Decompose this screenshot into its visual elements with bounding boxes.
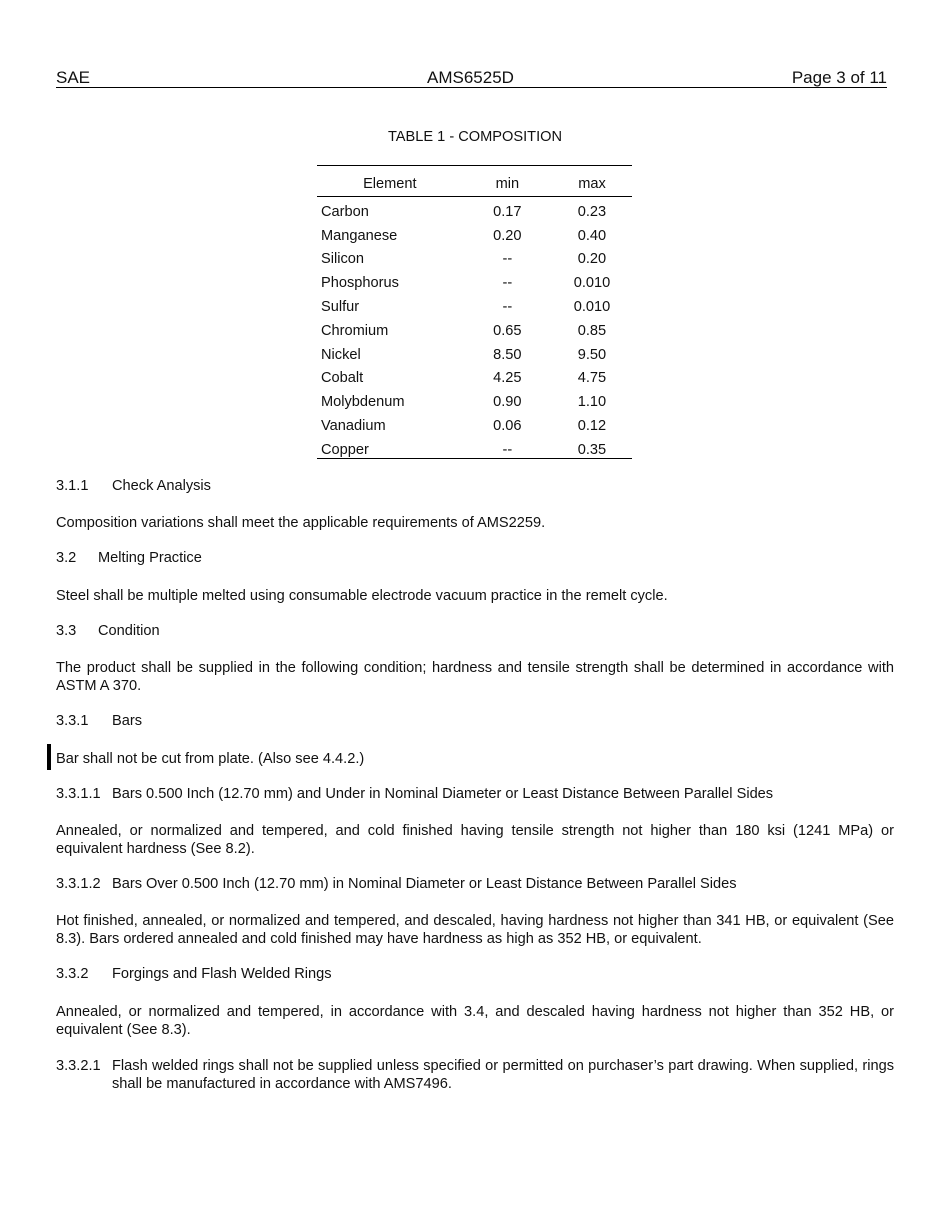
section-title: Forgings and Flash Welded Rings: [112, 966, 332, 982]
section-number: 3.3: [56, 623, 77, 639]
cell-element: Manganese: [321, 227, 398, 244]
paragraph-3-3: The product shall be supplied in the following condition; hardness and tensile strength shall be determined in accordance with ASTM A 370.: [56, 660, 894, 694]
section-number: 3.3.2: [56, 966, 89, 982]
cell-max: 0.12: [577, 418, 607, 435]
cell-max: 4.75: [577, 370, 607, 387]
table-row: [317, 390, 632, 414]
cell-element: Chromium: [321, 322, 389, 339]
section-heading-3-3-1-1: [56, 786, 773, 802]
header-doc-number: AMS6525D: [427, 68, 514, 87]
section-number: 3.3.1.2: [56, 876, 101, 892]
section-title: Bars 0.500 Inch (12.70 mm) and Under in Nominal Diameter or Least Distance Between Parallel Sides: [112, 786, 774, 802]
cell-min: 0.06: [493, 418, 522, 435]
table-row: [317, 271, 632, 295]
composition-table: [317, 172, 632, 462]
cell-element: Phosphorus: [321, 275, 399, 292]
table-row: [317, 438, 632, 462]
section-heading-3-3-2: [56, 966, 332, 982]
section-text: Flash welded rings shall not be supplied unless specified or permitted on purchaser’s part drawing. When supplied, rings shall be manufactured in accordance with AMS7496.: [112, 1058, 894, 1092]
cell-element: Sulfur: [321, 299, 360, 316]
cell-max: 0.85: [577, 322, 607, 339]
table-row: [317, 319, 632, 343]
table-title: TABLE 1 - COMPOSITION: [387, 129, 563, 145]
cell-max: 0.40: [577, 227, 607, 244]
header-org: SAE: [56, 68, 91, 87]
header-rule: [56, 87, 887, 88]
section-title: Bars: [112, 713, 143, 729]
cell-element: Nickel: [321, 346, 361, 363]
cell-max: 0.010: [573, 275, 611, 292]
col-header-min: min: [495, 176, 520, 192]
cell-min: 4.25: [493, 370, 522, 387]
cell-min: --: [502, 299, 513, 316]
cell-element: Vanadium: [321, 418, 386, 435]
cell-max: 0.35: [577, 441, 607, 458]
cell-max: 0.20: [577, 251, 607, 268]
cell-element: Copper: [321, 441, 369, 458]
paragraph-3-1-1: Composition variations shall meet the applicable requirements of AMS2259.: [56, 515, 546, 531]
cell-element: Silicon: [321, 251, 364, 268]
table-row: [317, 224, 632, 248]
section-heading-3-3-1-2: [56, 876, 737, 892]
section-title: Check Analysis: [112, 478, 211, 494]
section-heading-3-3-1: [56, 713, 142, 729]
paragraph-3-2: Steel shall be multiple melted using consumable electrode vacuum practice in the remelt cycle.: [56, 588, 668, 604]
paragraph-3-3-1-2: Hot finished, annealed, or normalized and tempered, and descaled, having hardness not higher than 341 HB, or equivalent (See 8.3). Bars ordered annealed and cold finished may have hardness as high as 352 HB, or equivalent.: [56, 913, 894, 947]
cell-max: 1.10: [577, 394, 607, 411]
section-heading-3-3: [56, 623, 160, 639]
table-row: [317, 248, 632, 272]
cell-element: Cobalt: [321, 370, 364, 387]
cell-element: Molybdenum: [321, 394, 405, 411]
cell-min: 0.65: [493, 322, 522, 339]
section-title: Melting Practice: [98, 550, 202, 566]
col-header-element: Element: [363, 176, 417, 192]
section-number: 3.3.2.1: [56, 1058, 101, 1074]
cell-min: 0.17: [493, 203, 522, 220]
paragraph-3-3-1-1: Annealed, or normalized and tempered, and cold finished having tensile strength not higher than 180 ksi (1241 MPa) or equivalent hardness (See 8.2).: [56, 823, 894, 857]
table-row: [317, 200, 632, 224]
cell-min: --: [502, 441, 513, 458]
table-row: [317, 343, 632, 367]
cell-min: 0.90: [493, 394, 522, 411]
cell-min: --: [502, 251, 513, 268]
cell-max: 0.23: [577, 203, 607, 220]
section-number: 3.1.1: [56, 478, 89, 494]
table-row: [317, 414, 632, 438]
cell-max: 9.50: [577, 346, 607, 363]
table-top-rule: [317, 165, 632, 166]
paragraph-3-3-2: Annealed, or normalized and tempered, in accordance with 3.4, and descaled having hardness not higher than 352 HB, or equivalent (See 8.3).: [56, 1004, 894, 1038]
cell-min: --: [502, 275, 513, 292]
revision-change-bar: [47, 744, 51, 770]
section-title: Bars Over 0.500 Inch (12.70 mm) in Nominal Diameter or Least Distance Between Parallel Sides: [112, 876, 737, 892]
section-heading-3-2: [56, 550, 202, 566]
cell-max: 0.010: [573, 299, 611, 316]
cell-element: Carbon: [321, 203, 369, 220]
section-heading-3-1-1: [56, 478, 211, 494]
cell-min: 8.50: [493, 346, 522, 363]
table-header-row: [317, 172, 632, 196]
cell-min: 0.20: [493, 227, 522, 244]
paragraph-3-3-2-1: [56, 1057, 894, 1093]
paragraph-3-3-1: Bar shall not be cut from plate. (Also see 4.4.2.): [56, 751, 365, 767]
header-page-number: Page 3 of 11: [791, 68, 887, 87]
table-row: [317, 295, 632, 319]
section-number: 3.3.1.1: [56, 786, 101, 802]
section-number: 3.3.1: [56, 713, 89, 729]
section-title: Condition: [98, 623, 160, 639]
col-header-max: max: [578, 176, 606, 192]
section-number: 3.2: [56, 550, 77, 566]
table-row: [317, 367, 632, 391]
